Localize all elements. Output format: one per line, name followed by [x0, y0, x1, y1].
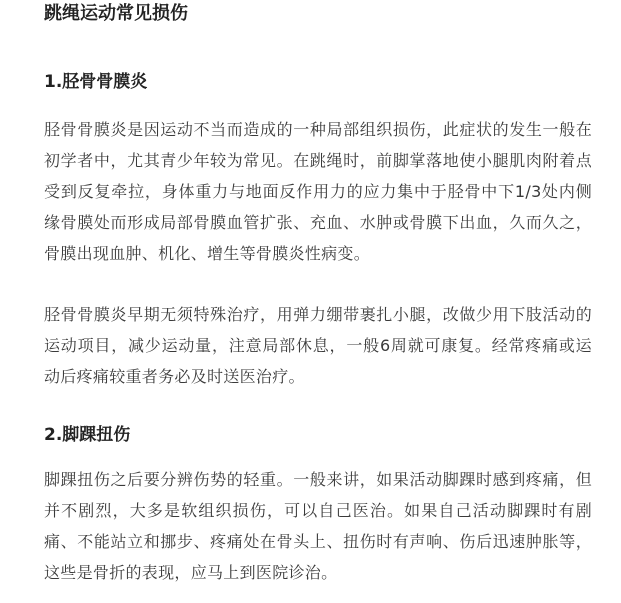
section-heading-ankle-sprain: 2.脚踝扭伤: [44, 425, 131, 445]
article-title: 跳绳运动常见损伤: [44, 3, 188, 24]
paragraph-tibial-periostitis-treatment: 胫骨骨膜炎早期无须特殊治疗，用弹力绷带裹扎小腿，改做少用下肢活动的运动项目，减少运动量，注意局部休息，一般6周就可康复。经常疼痛或运动后疼痛较重者务必及时送医治疗。: [44, 305, 592, 386]
section-heading-tibial-periostitis: 1.胫骨骨膜炎: [44, 72, 148, 92]
paragraph-tibial-periostitis-cause: 胫骨骨膜炎是因运动不当而造成的一种局部组织损伤，此症状的发生一般在初学者中，尤其青少年较为常见。在跳绳时，前脚掌落地使小腿肌肉附着点受到反复牵拉，身体重力与地面反作用力的应力集中于胫骨中下1/3处内侧缘骨膜处而形成局部骨膜血管扩张、充血、水肿或骨膜下出血，久而久之，骨膜出现血肿、机化、增生等骨膜炎性病变。: [44, 120, 592, 263]
paragraph-ankle-sprain: 脚踝扭伤之后要分辨伤势的轻重。一般来讲，如果活动脚踝时感到疼痛，但并不剧烈，大多是软组织损伤，可以自己医治。如果自己活动脚踝时有剧痛、不能站立和挪步、疼痛处在骨头上、扭伤时有声响、伤后迅速肿胀等，这些是骨折的表现，应马上到医院诊治。: [44, 470, 592, 582]
